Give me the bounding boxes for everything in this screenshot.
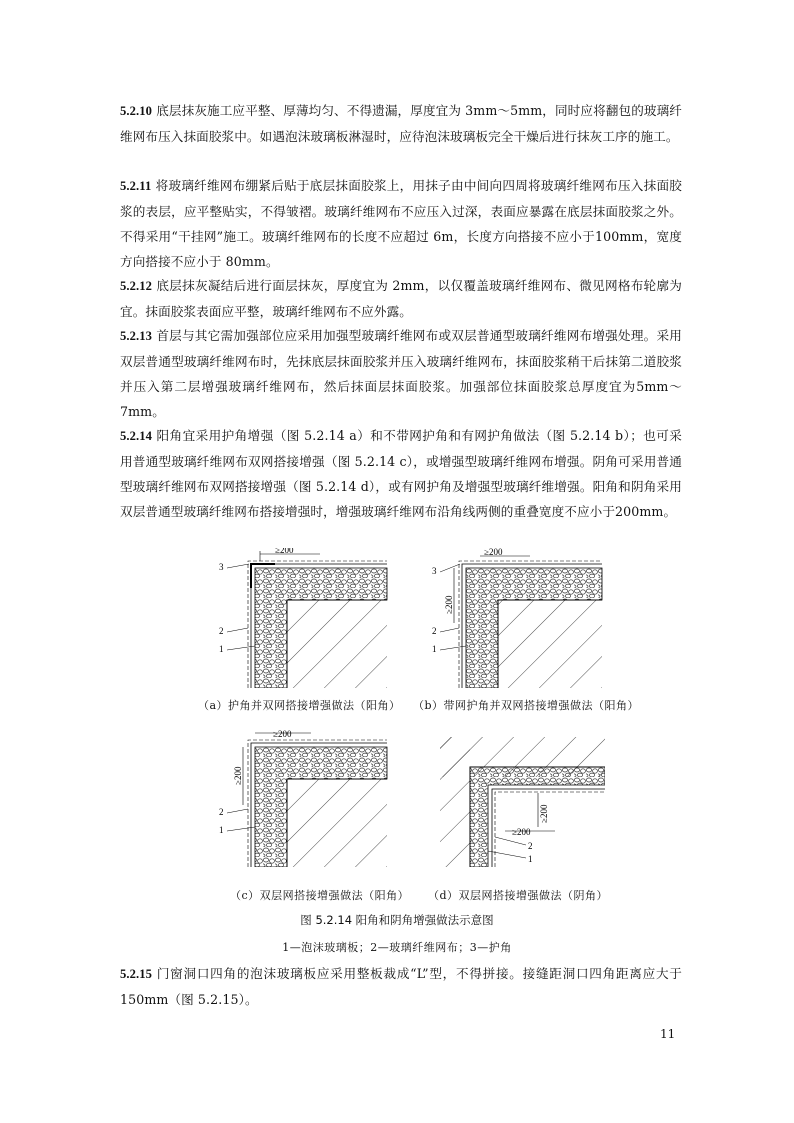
clause-5-2-13 [120,323,682,424]
page-number: 11 [660,1027,676,1041]
clause-5-2-12 [120,273,682,324]
dim-label: ≥200 [444,595,454,614]
callout-2: 2 [432,626,437,636]
figure-c [215,727,390,867]
clause-number: 5.2.11 [120,179,152,193]
clause-number: 5.2.13 [120,329,153,343]
figure-b [430,548,605,688]
caption-b: （b）带网护角并双网搭接增强做法（阳角） [413,699,640,712]
clause-5-2-10 [120,98,682,149]
dim-label: ≥200 [539,804,549,823]
clause-text: 首层与其它需加强部位应采用加强型玻璃纤维网布或双层普通型玻璃纤维网布增强处理。采用双层普通型玻璃纤维网布时，先抹底层抹面胶浆并压入玻璃纤维网布，抹面胶浆稍干后抹第二道胶浆并压入第二层增强玻璃纤维网布，然后抹面层抹面胶浆。加强部位抹面胶浆总厚度宜为5mm～7mm。 [120,328,682,419]
dim-label: ≥200 [484,548,503,557]
dim-label: ≥200 [512,827,531,837]
clause-number: 5.2.15 [120,967,153,981]
clause-text: 将玻璃纤维网布绷紧后贴于底层抹面胶浆上，用抹子由中间向四周将玻璃纤维网布压入抹面胶浆的表层，应平整贴实，不得皱褶。玻璃纤维网布不应压入过深，表面应暴露在底层抹面胶浆之外。不得采用“干挂网”施工。玻璃纤维网布的长度不应超过 6m，长度方向搭接不应小于100mm，宽度方向搭接不应小于 80mm。 [120,178,682,269]
caption-a: （a）护角并双网搭接增强做法（阳角） [198,699,401,712]
callout-1: 1 [219,825,224,835]
clause-5-2-11 [120,173,682,274]
clause-number: 5.2.12 [120,279,153,293]
figure-legend: 1—泡沫玻璃板；2—玻璃纤维网布；3—护角 [282,941,512,954]
figure-a [215,548,390,688]
caption-d: （d）双层网搭接增强做法（阴角） [428,889,609,902]
callout-2: 2 [219,807,224,817]
clause-5-2-15 [120,961,682,1012]
callout-2: 2 [528,841,533,851]
clause-text: 底层抹灰施工应平整、厚薄均匀、不得遗漏，厚度宜为 3mm～5mm，同时应将翻包的玻璃纤维网布压入抹面胶浆中。如遇泡沫玻璃板淋湿时，应待泡沫玻璃板完全干燥后进行抹灰工序的施工。 [120,103,682,144]
clause-text: 门窗洞口四角的泡沫玻璃板应采用整板裁成“L”型，不得拼接。接缝距洞口四角距离应大于 150mm（图 5.2.15）。 [120,966,682,1007]
clause-text: 阳角宜采用护角增强（图 5.2.14 a）和不带网护角和有网护角做法（图 5.2.14 b）；也可采用普通型玻璃纤维网布双网搭接增强（图 5.2.14 c），或增强型玻璃纤维网布增强。阴角可采用普通型玻璃纤维网布双网搭接增强（图 5.2.14 d），或有网护角及增强型玻璃纤维增强。阳角和阴角采用双层普通型玻璃纤维网布搭接增强时，增强玻璃纤维网布沿角线两侧的重叠宽度不应小于200mm。 [120,428,682,519]
callout-1: 1 [432,644,437,654]
callout-3: 3 [432,566,437,576]
callout-3: 3 [219,562,224,572]
dim-label: ≥200 [275,548,294,555]
figure-d [430,727,605,867]
figure-title: 图 5.2.14 阳角和阴角增强做法示意图 [300,913,494,927]
callout-1: 1 [219,644,224,654]
caption-c: （c）双层网搭接增强做法（阳角） [230,889,410,902]
dim-label: ≥200 [233,766,243,785]
clause-text: 底层抹灰凝结后进行面层抹灰，厚度宜为 2mm，以仅覆盖玻璃纤维网布、微见网格布轮廓为宜。抹面胶浆表面应平整，玻璃纤维网布不应外露。 [120,278,682,319]
clause-number: 5.2.14 [120,429,153,443]
clause-number: 5.2.10 [120,104,153,118]
dim-label: ≥200 [273,729,292,739]
clause-5-2-14 [120,423,682,524]
callout-2: 2 [219,626,224,636]
callout-1: 1 [528,854,533,864]
